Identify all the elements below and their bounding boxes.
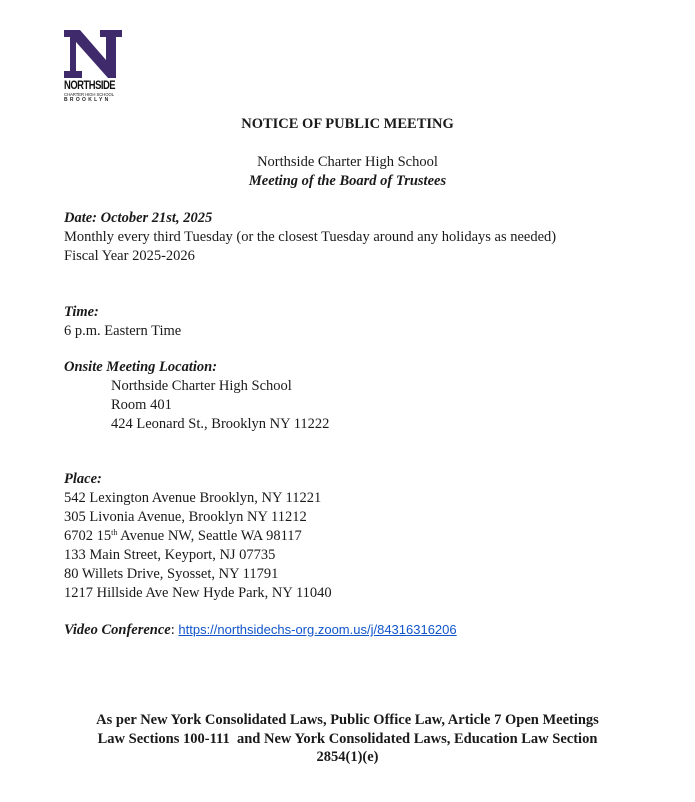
- meeting-name: Meeting of the Board of Trustees: [248, 173, 447, 189]
- fiscal-year-line: Fiscal Year 2025-2026: [64, 248, 195, 264]
- time-value: 6 p.m. Eastern Time: [64, 323, 182, 339]
- logo-name: NORTHSIDE: [64, 80, 116, 92]
- date-section: [64, 209, 556, 266]
- meeting-header: [0, 153, 695, 191]
- notice-title: NOTICE OF PUBLIC MEETING: [241, 116, 454, 132]
- place-address: [64, 527, 332, 546]
- onsite-label: Onsite Meeting Location:: [64, 359, 218, 375]
- address-suffix: Avenue NW, Seattle WA 98117: [117, 528, 302, 544]
- time-section: [64, 303, 181, 341]
- logo-subtitle: CHARTER HIGH SCHOOL: [64, 92, 115, 97]
- date-label: Date: October 21st, 2025: [64, 210, 213, 226]
- video-conference-link[interactable]: https://northsidechs-org.zoom.us/j/84316316206: [178, 622, 457, 637]
- video-label: Video Conference: [64, 622, 171, 638]
- footer-line: Law Sections 100-111 and New York Consolidated Laws, Education Law Section: [97, 730, 598, 747]
- video-separator: :: [170, 622, 179, 638]
- time-label: Time:: [64, 304, 99, 320]
- footer-line: 2854(1)(e): [316, 749, 379, 765]
- onsite-section: [64, 358, 329, 434]
- legal-footer: [60, 711, 635, 767]
- school-logo: [64, 30, 122, 103]
- video-section: [64, 620, 457, 640]
- place-address: 80 Willets Drive, Syosset, NY 11791: [64, 566, 279, 582]
- onsite-address: 424 Leonard St., Brooklyn NY 11222: [111, 416, 330, 432]
- logo-n-icon: [64, 30, 122, 78]
- address-prefix: 6702 15: [64, 528, 112, 544]
- place-address: 133 Main Street, Keyport, NJ 07735: [64, 547, 276, 563]
- school-name: Northside Charter High School: [257, 154, 438, 170]
- place-address: 542 Lexington Avenue Brooklyn, NY 11221: [64, 490, 322, 506]
- place-label: Place:: [64, 471, 102, 487]
- onsite-room: Room 401: [111, 397, 172, 413]
- schedule-line: Monthly every third Tuesday (or the closest Tuesday around any holidays as needed): [64, 229, 557, 245]
- onsite-school: Northside Charter High School: [111, 378, 292, 394]
- ordinal-suffix: th: [111, 528, 118, 537]
- place-address: 305 Livonia Avenue, Brooklyn NY 11212: [64, 509, 307, 525]
- logo-borough: BROOKLYN: [64, 97, 111, 103]
- place-section: [64, 470, 332, 603]
- place-address: 1217 Hillside Ave New Hyde Park, NY 11040: [64, 585, 332, 601]
- footer-line: As per New York Consolidated Laws, Public Office Law, Article 7 Open Meetings: [96, 712, 599, 728]
